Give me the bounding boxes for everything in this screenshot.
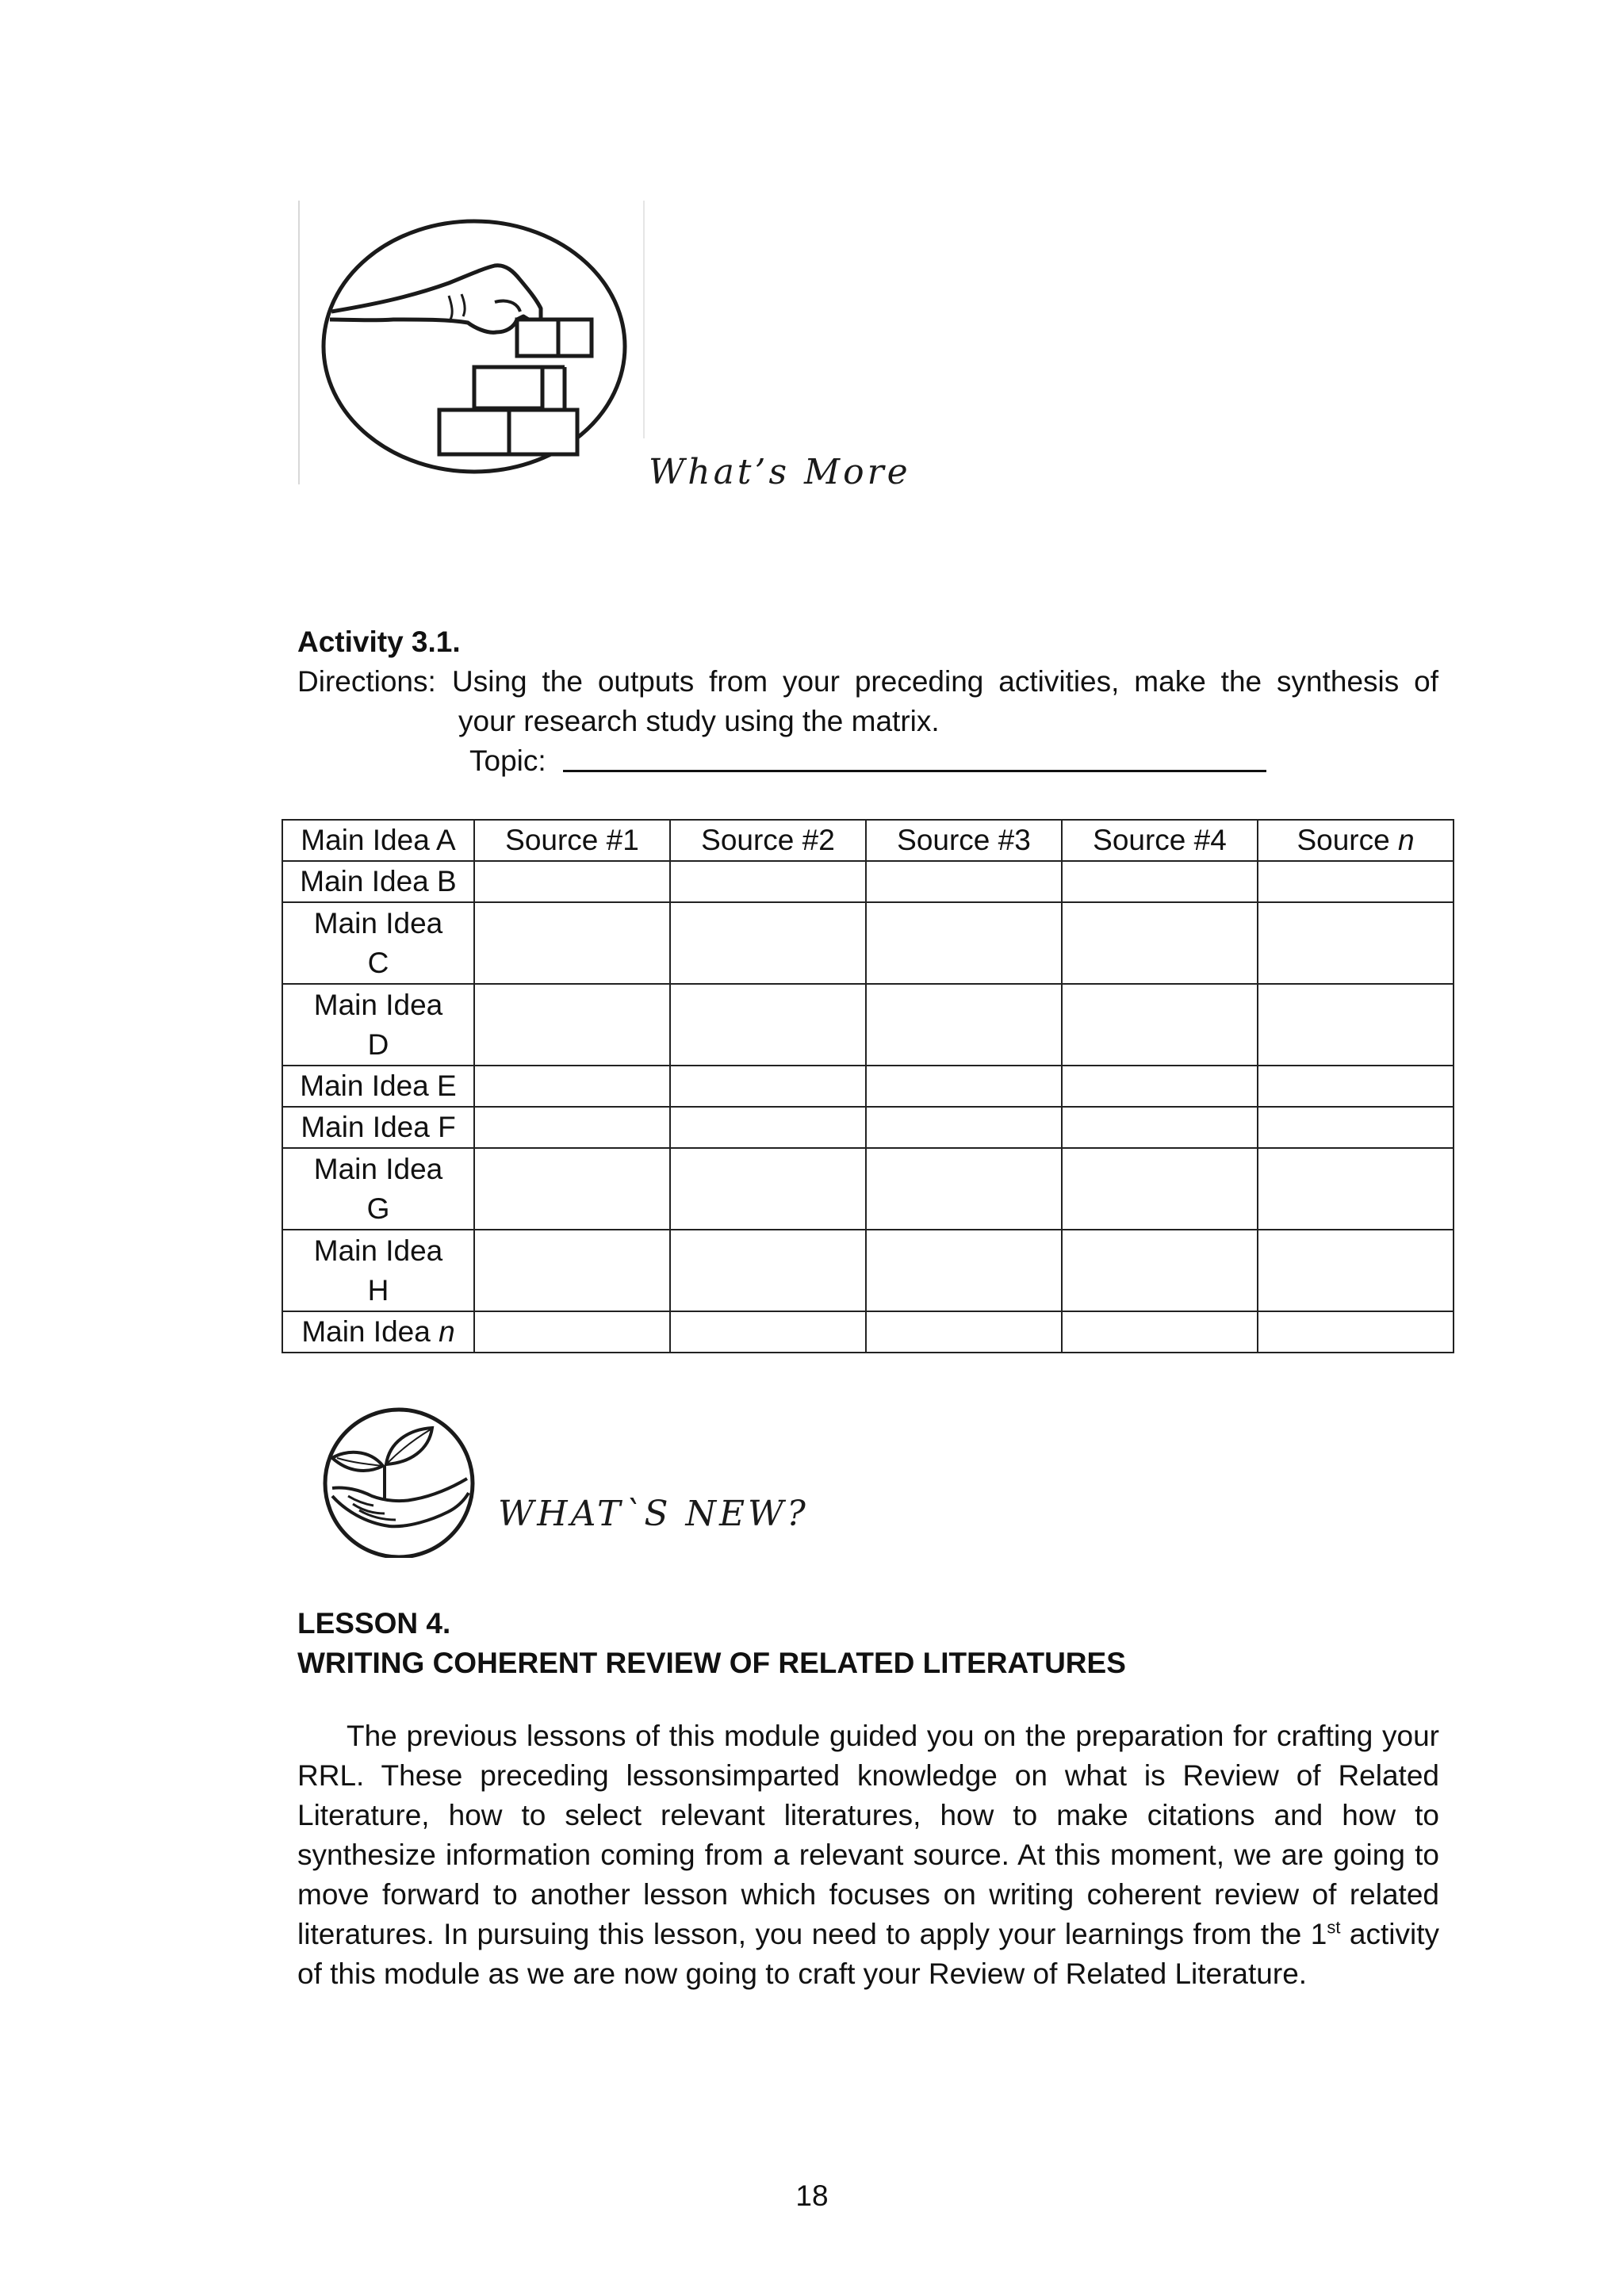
matrix-cell[interactable] (474, 1230, 670, 1311)
matrix-row (282, 902, 1454, 984)
ordinal-suffix: st (1327, 1917, 1341, 1938)
matrix-header-cell: Source #3 (866, 820, 1062, 861)
lesson-title: WRITING COHERENT REVIEW OF RELATED LITERATURES (297, 1647, 1126, 1679)
matrix-cell[interactable] (1258, 984, 1454, 1066)
matrix-cell[interactable] (866, 1148, 1062, 1230)
matrix-header-cell: Source #1 (474, 820, 670, 861)
whats-new-heading: WHAT`S NEW? (498, 1494, 809, 1534)
matrix-row (282, 1230, 1454, 1311)
matrix-last-row-italic-n: n (439, 1315, 455, 1348)
matrix-cell[interactable] (670, 861, 866, 902)
matrix-cell[interactable] (1062, 1107, 1258, 1148)
matrix-cell[interactable] (1062, 902, 1258, 984)
matrix-cell[interactable] (866, 1230, 1062, 1311)
synthesis-matrix (282, 819, 1454, 1353)
page-number: 18 (795, 2179, 829, 2212)
matrix-header-cell: Source #4 (1062, 820, 1258, 861)
topic-blank-line[interactable] (563, 770, 1266, 772)
matrix-cell[interactable] (1062, 1066, 1258, 1107)
matrix-cell[interactable] (1258, 1107, 1454, 1148)
matrix-header-cell: Main Idea A (282, 820, 474, 861)
matrix-row-label: Main Idea H (282, 1230, 474, 1311)
directions-line-2: your research study using the matrix. (458, 705, 940, 737)
matrix-cell[interactable] (474, 861, 670, 902)
matrix-row (282, 1107, 1454, 1148)
topic-label: Topic: (469, 744, 546, 777)
matrix-header-italic-n: n (1397, 824, 1415, 856)
matrix-row (282, 984, 1454, 1066)
matrix-cell[interactable] (474, 1148, 670, 1230)
matrix-cell[interactable] (474, 902, 670, 984)
matrix-cell[interactable] (670, 984, 866, 1066)
matrix-cell[interactable] (670, 902, 866, 984)
matrix-cell[interactable] (474, 1311, 670, 1353)
directions-line-1-text: Using the outputs from your preceding activities, make the synthesis of (452, 665, 1438, 698)
matrix-row-label: Main Idea C (282, 902, 474, 984)
matrix-cell[interactable] (670, 1311, 866, 1353)
activity-title: Activity 3.1. (297, 626, 461, 658)
matrix-row (282, 861, 1454, 902)
matrix-cell[interactable] (1258, 1230, 1454, 1311)
lesson-intro-paragraph: The previous lessons of this module guided you on the preparation for crafting your RRL. These preceding lessonsimparted knowledge on what is Review of Related Literature, how to select relevant literatures, how to make citations and how to synthesize information coming from a relevant source. At this moment, we are going to move forward to another lesson which focuses on writing coherent review of related literatures. In pursuing this lesson, you need to apply your learnings from the 1st activity of this module as we are now going to craft your Review of Related Literature. (297, 1720, 1439, 1990)
matrix-cell[interactable] (1258, 1148, 1454, 1230)
matrix-cell[interactable] (1062, 861, 1258, 902)
matrix-row-label: Main Idea n (282, 1311, 474, 1353)
matrix-cell[interactable] (1062, 1311, 1258, 1353)
matrix-row (282, 1311, 1454, 1353)
directions-label: Directions: (297, 665, 436, 698)
whats-more-heading: What’s More (649, 452, 911, 492)
matrix-cell[interactable] (474, 984, 670, 1066)
matrix-row-label: Main Idea E (282, 1066, 474, 1107)
matrix-header-cell (1258, 820, 1454, 861)
matrix-cell[interactable] (866, 1311, 1062, 1353)
matrix-cell[interactable] (1062, 1148, 1258, 1230)
matrix-cell[interactable] (1258, 1311, 1454, 1353)
matrix-cell[interactable] (474, 1107, 670, 1148)
matrix-cell[interactable] (866, 984, 1062, 1066)
matrix-cell[interactable] (866, 1066, 1062, 1107)
matrix-cell[interactable] (866, 902, 1062, 984)
matrix-row (282, 1066, 1454, 1107)
matrix-cell[interactable] (866, 861, 1062, 902)
matrix-header-row (282, 820, 1454, 861)
matrix-cell[interactable] (1258, 861, 1454, 902)
matrix-row-label: Main Idea G (282, 1148, 474, 1230)
matrix-cell[interactable] (474, 1066, 670, 1107)
matrix-cell[interactable] (1258, 902, 1454, 984)
matrix-header-cell: Source #2 (670, 820, 866, 861)
directions-line-1 (452, 661, 1438, 702)
blocks-hand-icon (298, 201, 647, 484)
matrix-cell[interactable] (670, 1107, 866, 1148)
matrix-cell[interactable] (1258, 1066, 1454, 1107)
matrix-cell[interactable] (670, 1230, 866, 1311)
matrix-cell[interactable] (1062, 1230, 1258, 1311)
matrix-cell[interactable] (866, 1107, 1062, 1148)
matrix-cell[interactable] (670, 1148, 866, 1230)
matrix-header-source-label: Source (1297, 824, 1390, 856)
lesson-number: LESSON 4. (297, 1607, 451, 1640)
matrix-row-label: Main Idea F (282, 1107, 474, 1148)
matrix-row-label: Main Idea D (282, 984, 474, 1066)
matrix-cell[interactable] (670, 1066, 866, 1107)
matrix-cell[interactable] (1062, 984, 1258, 1066)
matrix-row-label: Main Idea B (282, 861, 474, 902)
sprout-hand-icon (321, 1407, 480, 1558)
matrix-row (282, 1148, 1454, 1230)
